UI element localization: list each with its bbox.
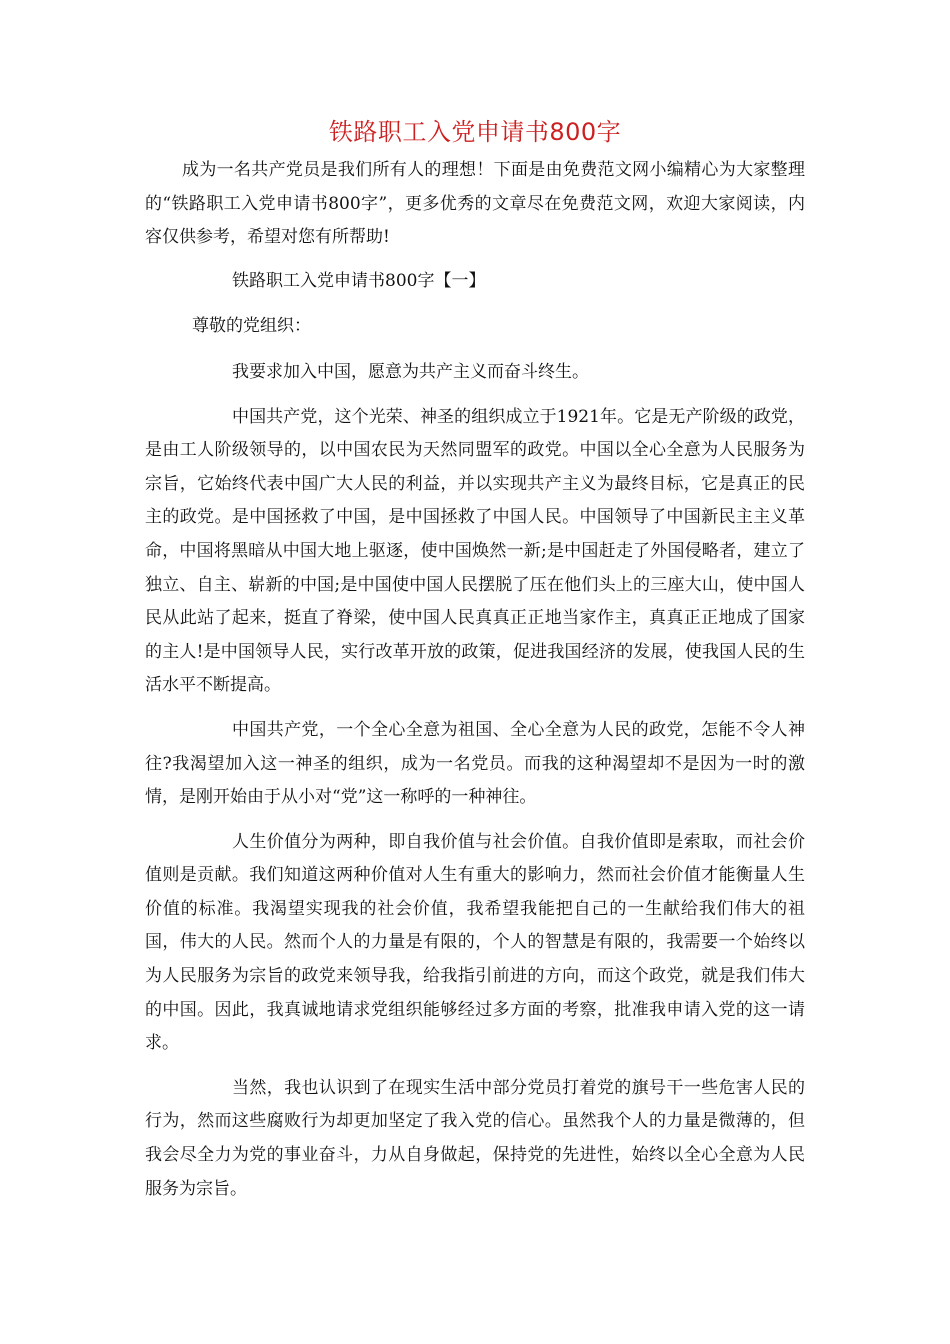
- section-subtitle: 铁路职工入党申请书800字【一】: [232, 270, 486, 291]
- body-paragraph-2: 中国共产党，这个光荣、神圣的组织成立于1921年。它是无产阶级的政党，是由工人阶级领导的，以中国农民为天然同盟军的政党。中国以全心全意为人民服务为宗旨，它始终代表中国广大人民的利益，并以实现共产主义为最终目标，它是真正的民主的政党。是中国拯救了中国，是中国拯救了中国人民。中国领导了中国新民主主义革命，中国将黑暗从中国大地上驱逐，使中国焕然一新;是中国赶走了外国侵略者，建立了独立、自主、崭新的中国;是中国使中国人民摆脱了压在他们头上的三座大山，使中国人民从此站了起来，挺直了脊梁，使中国人民真真正正地当家作主，真真正正地成了国家的主人!是中国领导人民，实行改革开放的政策，促进我国经济的发展，使我国人民的生活水平不断提高。: [145, 406, 805, 696]
- body-paragraph-5: 当然，我也认识到了在现实生活中部分党员打着党的旗号干一些危害人民的行为，然而这些腐败行为却更加坚定了我入党的信心。虽然我个人的力量是微薄的，但我会尽全力为党的事业奋斗，力从自身做起，保持党的先进性，始终以全心全意为人民服务为宗旨。: [145, 1077, 805, 1199]
- document-title: 铁路职工入党申请书800字: [328, 118, 622, 146]
- body-paragraph-4: 人生价值分为两种，即自我价值与社会价值。自我价值即是索取，而社会价值则是贡献。我们知道这两种价值对人生有重大的影响力，然而社会价值才能衡量人生价值的标准。我渴望实现我的社会价值，我希望我能把自己的一生献给我们伟大的祖国，伟大的人民。然而个人的力量是有限的，个人的智慧是有限的，我需要一个始终以为人民服务为宗旨的政党来领导我，给我指引前进的方向，而这个政党，就是我们伟大的中国。因此，我真诚地请求党组织能够经过多方面的考察，批准我申请入党的这一请求。: [145, 831, 805, 1054]
- body-paragraph-1: 我要求加入中国，愿意为共产主义而奋斗终生。: [232, 361, 589, 382]
- document-body: [145, 154, 805, 1217]
- intro-paragraph: 成为一名共产党员是我们所有人的理想！下面是由免费范文网小编精心为大家整理的“铁路职工入党申请书800字”，更多优秀的文章尽在免费范文网，欢迎大家阅读，内容仅供参考，希望对您有所帮助!: [145, 160, 805, 248]
- body-paragraph-3: 中国共产党，一个全心全意为祖国、全心全意为人民的政党，怎能不令人神往?我渴望加入这一神圣的组织，成为一名党员。而我的这种渴望却不是因为一时的激情，是刚开始由于从小对“党”这一称呼的一种神往。: [145, 719, 805, 808]
- salutation: 尊敬的党组织：: [192, 316, 311, 337]
